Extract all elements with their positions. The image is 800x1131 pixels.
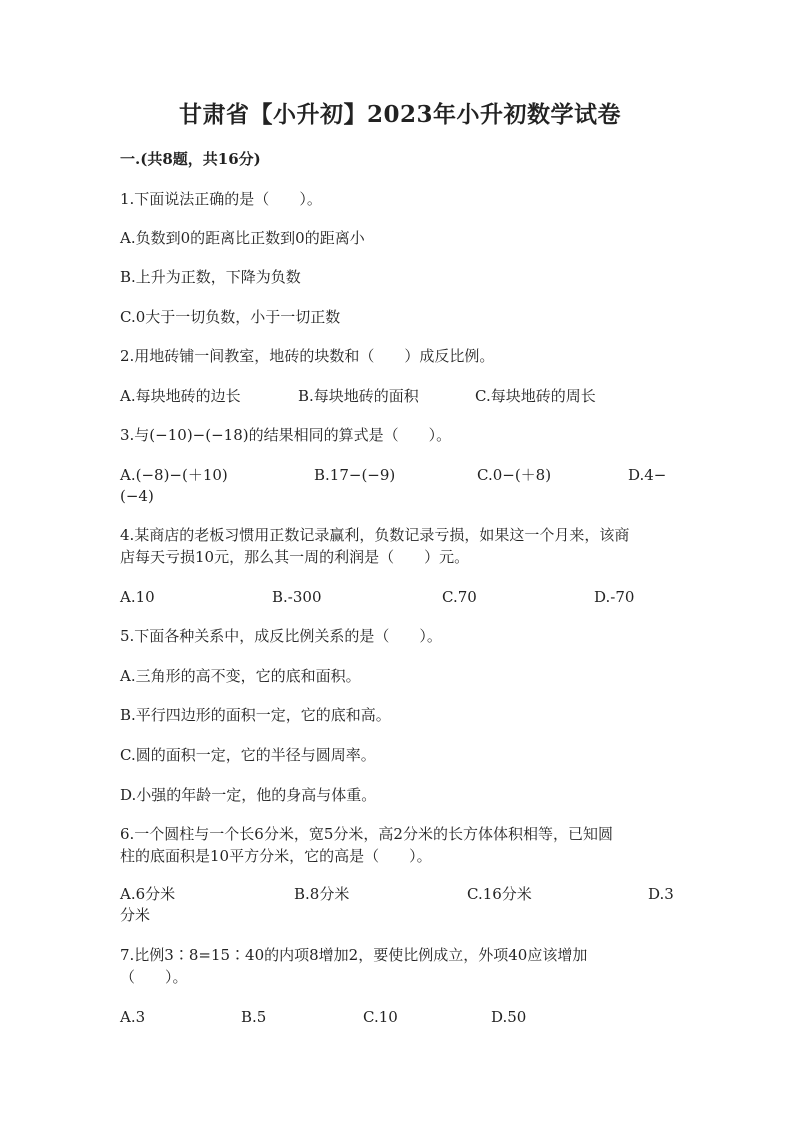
question-3-stem: 3.与(−10)−(−18)的结果相同的算式是（ ）。 [120, 426, 452, 444]
question-2-stem: 2.用地砖铺一间教室，地砖的块数和（ ）成反比例。 [120, 347, 495, 365]
question-7-stem-line-1: 7.比例3∶8=15∶40的内项8增加2，要使比例成立，外项40应该增加 [120, 946, 588, 964]
question-6-option-b[interactable]: B.8分米 [294, 885, 350, 903]
question-1-option-b[interactable]: B.上升为正数，下降为负数 [120, 268, 301, 286]
question-5-option-a[interactable]: A.三角形的高不变，它的底和面积。 [120, 667, 361, 685]
question-5-option-d[interactable]: D.小强的年龄一定，他的身高与体重。 [120, 786, 377, 804]
question-5-option-c[interactable]: C.圆的面积一定，它的半径与圆周率。 [120, 746, 376, 764]
question-6-option-a[interactable]: A.6分米 [120, 885, 176, 903]
question-6-option-c[interactable]: C.16分米 [467, 885, 532, 903]
question-7-option-d[interactable]: D.50 [491, 1008, 527, 1026]
question-4-option-c[interactable]: C.70 [442, 588, 477, 606]
question-3-option-b[interactable]: B.17−(−9) [314, 466, 396, 484]
question-3-option-d[interactable]: D.4− [628, 466, 667, 484]
question-3-option-d-continued: (−4) [120, 487, 154, 505]
question-4-option-b[interactable]: B.-300 [272, 588, 322, 606]
question-4-stem-line-1: 4.某商店的老板习惯用正数记录赢利，负数记录亏损，如果这一个月来，该商 [120, 526, 630, 544]
question-7-stem-line-2: （ ）。 [120, 968, 188, 986]
question-6-option-d-continued: 分米 [120, 906, 151, 924]
question-2-option-c[interactable]: C.每块地砖的周长 [475, 387, 596, 405]
section-heading: 一.(共8题，共16分) [120, 150, 261, 168]
question-6-stem-line-2: 柱的底面积是10平方分米，它的高是（ ）。 [120, 847, 432, 865]
question-5-option-b[interactable]: B.平行四边形的面积一定，它的底和高。 [120, 706, 391, 724]
question-4-option-d[interactable]: D.-70 [594, 588, 635, 606]
question-4-option-a[interactable]: A.10 [120, 588, 155, 606]
question-6-option-d[interactable]: D.3 [648, 885, 674, 903]
question-7-option-c[interactable]: C.10 [363, 1008, 398, 1026]
question-7-option-a[interactable]: A.3 [120, 1008, 146, 1026]
question-5-stem: 5.下面各种关系中，成反比例关系的是（ ）。 [120, 627, 442, 645]
question-2-option-a[interactable]: A.每块地砖的边长 [120, 387, 241, 405]
question-7-option-b[interactable]: B.5 [241, 1008, 267, 1026]
question-3-option-c[interactable]: C.0−(＋8) [477, 466, 552, 484]
question-4-stem-line-2: 店每天亏损10元，那么其一周的利润是（ ）元。 [120, 548, 470, 566]
page-title: 甘肃省【小升初】2023年小升初数学试卷 [178, 101, 621, 128]
question-1-option-a[interactable]: A.负数到0的距离比正数到0的距离小 [120, 229, 365, 247]
question-3-option-a[interactable]: A.(−8)−(＋10) [120, 466, 228, 484]
question-1-stem: 1.下面说法正确的是（ ）。 [120, 190, 322, 208]
question-6-stem-line-1: 6.一个圆柱与一个长6分米，宽5分米，高2分米的长方体体积相等，已知圆 [120, 825, 613, 843]
question-1-option-c[interactable]: C.0大于一切负数，小于一切正数 [120, 308, 341, 326]
question-2-option-b[interactable]: B.每块地砖的面积 [298, 387, 419, 405]
